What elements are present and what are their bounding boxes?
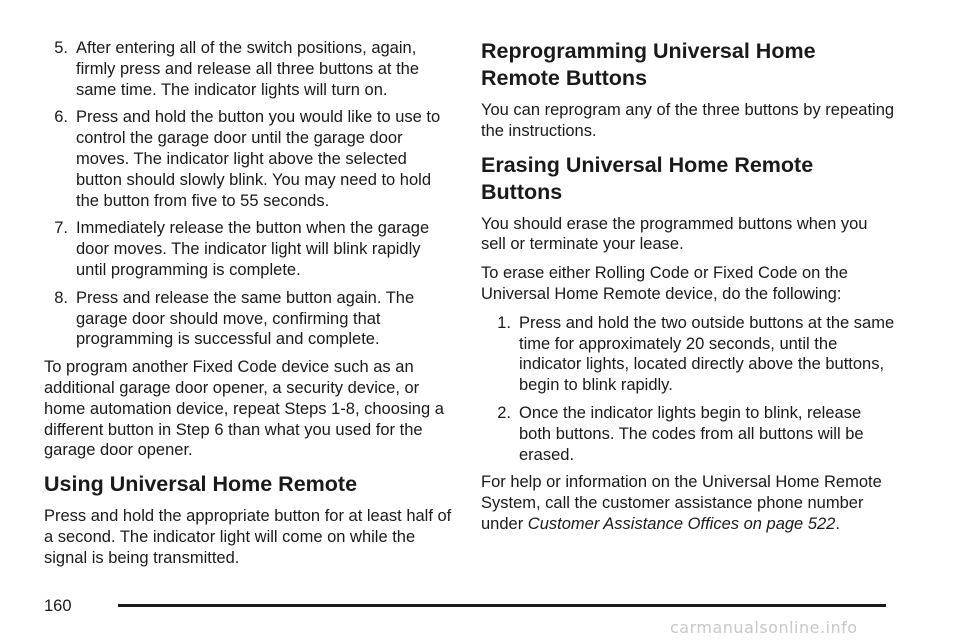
step-number: 2.: [497, 403, 511, 422]
list-item: [44, 38, 454, 100]
step-text: Press and hold the button you would like to use to control the garage door until the garage door moves. The indicator light above the selected button should slowly blink. You may need to hold the button from five to 55 seconds.: [76, 108, 441, 210]
watermark: carmanualsonline.info: [670, 618, 858, 637]
list-item: [44, 218, 454, 280]
erase-paragraph-1: You should erase the programmed buttons when you sell or terminate your lease.: [481, 214, 868, 254]
reprogramming-paragraph: You can reprogram any of the three buttons by repeating the instructions.: [481, 101, 895, 140]
help-paragraph: [481, 472, 896, 534]
erase-steps-list: [481, 313, 896, 466]
erase-paragraph-2: To erase either Rolling Code or Fixed Code on the Universal Home Remote device, do the following:: [481, 264, 848, 303]
step-text: Once the indicator lights begin to blink, release both buttons. The codes from all buttons will be erased.: [519, 403, 864, 464]
using-remote-paragraph: Press and hold the appropriate button for at least half of a second. The indicator light will come on while the signal is being transmitted.: [44, 507, 452, 567]
cross-reference-link[interactable]: Customer Assistance Offices on page 522: [527, 514, 836, 533]
step-text: Press and hold the two outside buttons at the same time for approximately 20 seconds, until the indicator lights, located directly above the buttons, begin to blink rapidly.: [519, 313, 895, 395]
step-number: 7.: [54, 219, 68, 238]
list-item: [44, 288, 454, 350]
heading-reprogramming: Reprogramming Universal Home Remote Buttons: [481, 39, 816, 90]
step-number: 8.: [54, 288, 68, 307]
step-number: 5.: [54, 39, 68, 57]
left-column: [44, 38, 454, 577]
list-item: [487, 403, 896, 465]
list-item: [44, 107, 454, 211]
heading-erasing: Erasing Universal Home Remote Buttons: [481, 152, 814, 204]
right-column: [481, 38, 896, 543]
page-number: 160: [44, 597, 72, 615]
footer-rule: [118, 604, 886, 607]
step-text: Press and release the same button again. The garage door should move, confirming that programming is successful and complete.: [76, 288, 415, 349]
step-text: After entering all of the switch positions, again, firmly press and release all three buttons at the same time. The indicator lights will turn on.: [76, 39, 420, 99]
help-text: For help or information on the Universal Home Remote System, call the customer assistance phone number under: [481, 473, 882, 533]
fixed-code-paragraph: To program another Fixed Code device such as an additional garage door opener, a security device, or home automation device, repeat Steps 1-8, choosing a different button in Step 6 than what you used for the garage door opener.: [44, 358, 444, 460]
step-number: 6.: [54, 108, 68, 127]
steps-list-continued: [44, 38, 454, 350]
list-item: [487, 313, 896, 396]
heading-using-remote: Using Universal Home Remote: [44, 472, 358, 497]
step-text: Immediately release the button when the garage door moves. The indicator light will blink rapidly until programming is complete.: [76, 219, 430, 279]
help-end: .: [835, 514, 840, 533]
step-number: 1.: [497, 313, 511, 332]
